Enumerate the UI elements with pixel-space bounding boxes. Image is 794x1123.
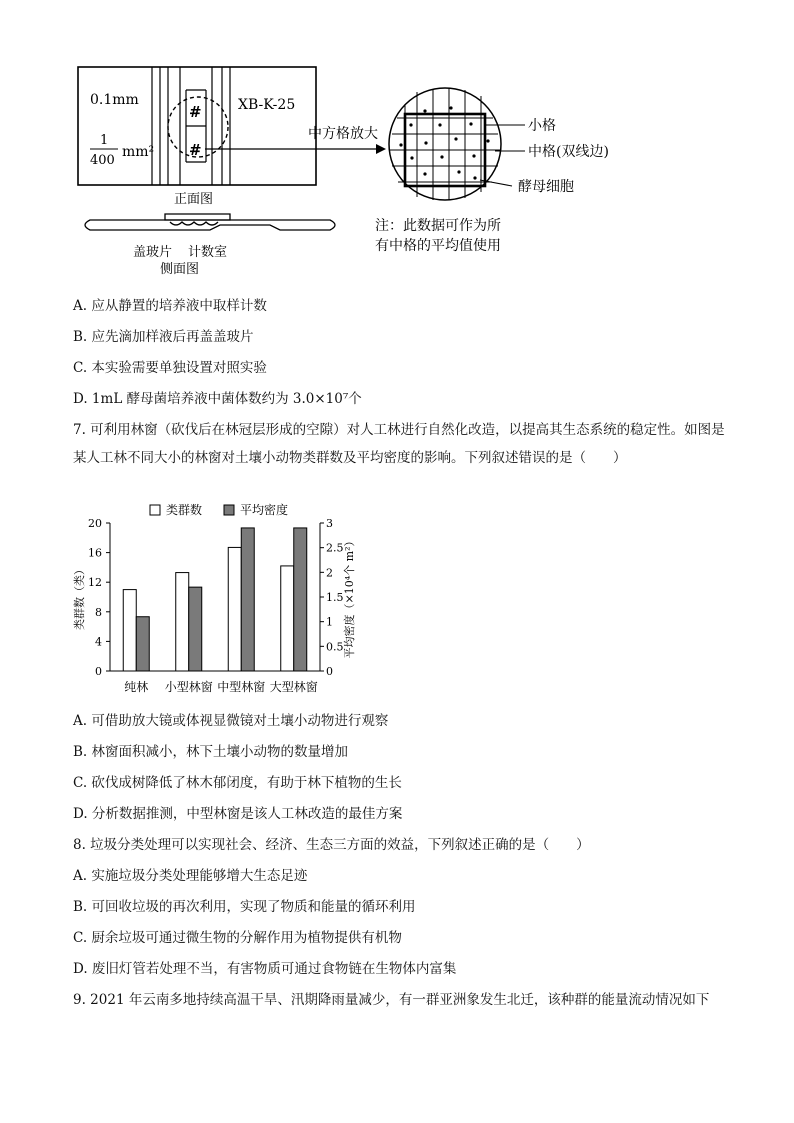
y-tick-label: 16 — [88, 546, 102, 560]
slide-model: XB-K-25 — [238, 97, 296, 113]
legend-medium-grid: 中格(双线边) — [528, 144, 609, 160]
y2-tick-label: 1 — [326, 615, 333, 629]
q8-option-b: B. 可回收垃圾的再次利用，实现了物质和能量的循环利用 — [73, 899, 416, 915]
y-tick-label: 4 — [95, 635, 102, 649]
slide-frac-num: 1 — [100, 133, 109, 148]
q8-option-d: D. 废旧灯管若处理不当，有害物质可通过食物链在生物体内富集 — [73, 961, 457, 977]
y-tick-label: 0 — [95, 665, 102, 678]
q7-option-c: C. 砍伐成树降低了林木郁闭度，有助于林下植物的生长 — [73, 775, 402, 791]
legend-swatch — [150, 505, 160, 515]
counting-chamber-label: 计数室 — [188, 245, 228, 260]
bar-density — [241, 528, 254, 671]
grid-mark-upper: # — [189, 103, 202, 121]
y-tick-label: 20 — [88, 517, 102, 530]
y2-tick-label: 2.5 — [326, 541, 344, 555]
x-tick-label: 纯林 — [124, 680, 149, 694]
magnify-label: 中方格放大 — [308, 126, 378, 142]
bar-groups — [176, 573, 189, 671]
slide-frac-den: 400 — [90, 153, 115, 168]
front-view-label: 正面图 — [174, 192, 214, 207]
magnified-grid — [389, 88, 525, 200]
bar-density — [189, 587, 202, 671]
y2-tick-label: 0.5 — [326, 640, 344, 654]
y2-tick-label: 0 — [326, 665, 333, 678]
coverslip-label: 盖玻片 — [133, 245, 173, 260]
q6-option-c: C. 本实验需要单独设置对照实验 — [73, 360, 267, 376]
q6-option-a: A. 应从静置的培养液中取样计数 — [73, 298, 267, 314]
bar-density — [136, 617, 149, 671]
q6-option-b: B. 应先滴加样液后再盖盖玻片 — [73, 329, 254, 345]
forest-gap-chart — [70, 496, 360, 702]
legend-label: 平均密度 — [240, 503, 289, 517]
q8-stem: 8. 垃圾分类处理可以实现社会、经济、生态三方面的效益，下列叙述正确的是（ ） — [73, 837, 590, 853]
grid-mark-lower: # — [189, 141, 202, 159]
slide-side-view — [85, 214, 335, 230]
q7-option-d: D. 分析数据推测，中型林窗是该人工林改造的最佳方案 — [73, 806, 403, 822]
q6-option-d: D. 1mL 酵母菌培养液中菌体数约为 3.0×10⁷个 — [73, 391, 362, 407]
hemocytometer-figure — [70, 62, 630, 282]
y-tick-label: 12 — [88, 576, 102, 590]
y2-axis-label: 平均密度（×10⁴个 m²） — [343, 535, 356, 659]
bar-density — [294, 528, 307, 671]
y-tick-label: 8 — [95, 605, 102, 619]
bar-groups — [281, 566, 294, 671]
legend-swatch — [224, 505, 234, 515]
y-axis-label: 类群数（类） — [73, 564, 86, 630]
x-tick-label: 中型林窗 — [217, 680, 266, 694]
slide-label-mm: 0.1mm — [90, 92, 139, 108]
q8-option-a: A. 实施垃圾分类处理能够增大生态足迹 — [73, 868, 308, 884]
legend-label: 类群数 — [166, 503, 203, 517]
y2-tick-label: 3 — [326, 517, 333, 530]
side-view-label: 侧面图 — [160, 262, 200, 277]
q7-option-a: A. 可借助放大镜或体视显微镜对土壤小动物进行观察 — [73, 713, 389, 729]
x-tick-label: 大型林窗 — [269, 680, 318, 694]
q8-option-c: C. 厨余垃圾可通过微生物的分解作用为植物提供有机物 — [73, 930, 402, 946]
bar-groups — [123, 590, 136, 671]
figure-note-1: 注：此数据可作为所 — [375, 218, 501, 234]
y2-tick-label: 1.5 — [326, 591, 344, 604]
slide-frac-unit: mm² — [122, 144, 155, 160]
figure-note-2: 有中格的平均值使用 — [375, 238, 501, 254]
q7-option-b: B. 林窗面积减小，林下土壤小动物的数量增加 — [73, 744, 349, 760]
bar-groups — [228, 547, 241, 671]
y2-tick-label: 2 — [326, 566, 333, 580]
x-tick-label: 小型林窗 — [164, 680, 213, 694]
legend-small-grid: 小格 — [528, 118, 556, 134]
legend-yeast: 酵母细胞 — [518, 179, 574, 195]
q7-stem: 7. 可利用林窗（砍伐后在林冠层形成的空隙）对人工林进行自然化改造，以提高其生态系统的稳定性。如图是某人工林不同大小的林窗对土壤小动物类群数及平均密度的影响。下列叙述错误的是（ ） — [73, 422, 725, 466]
q9-stem: 9. 2021 年云南多地持续高温干旱、汛期降雨量减少，有一群亚洲象发生北迁，该种群的能量流动情况如下 — [73, 992, 710, 1008]
